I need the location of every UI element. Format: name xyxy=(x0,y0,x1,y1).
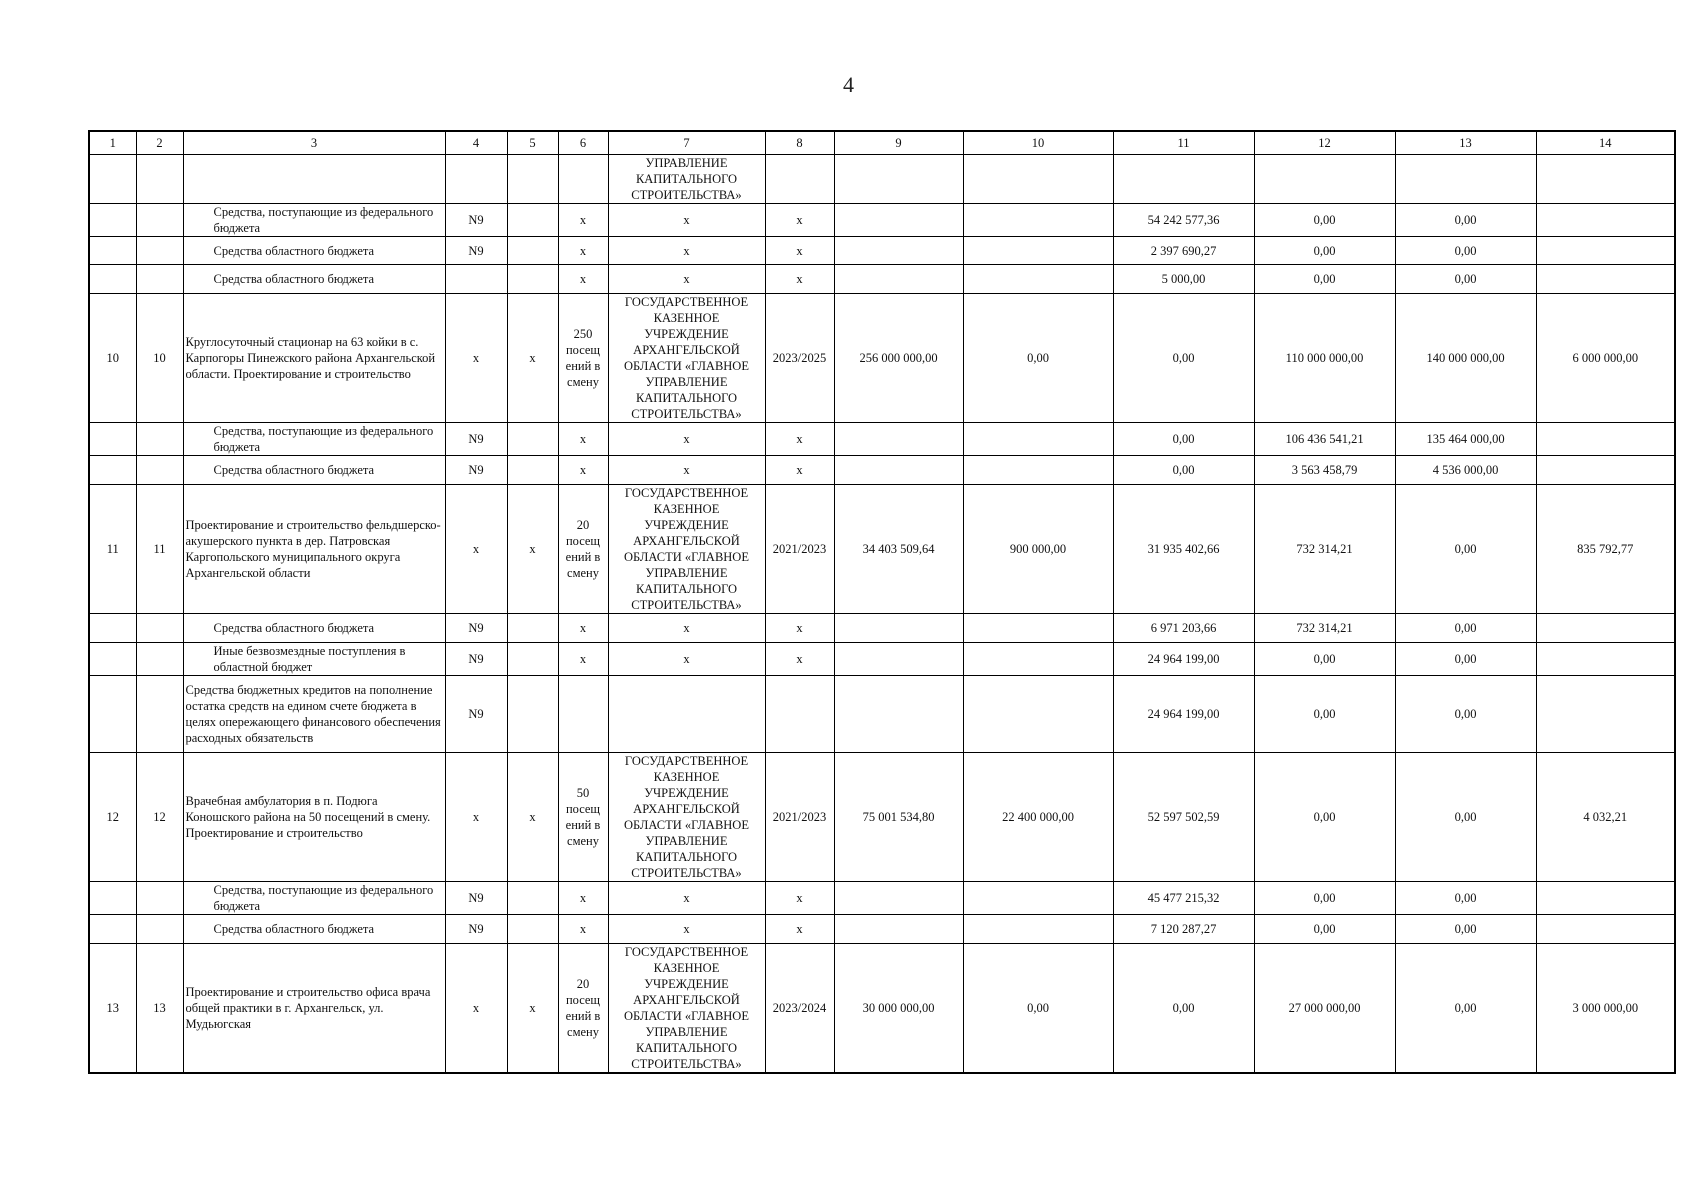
cell-col-6: х xyxy=(558,423,608,456)
cell-col-1 xyxy=(89,265,136,294)
cell-col-14 xyxy=(1536,915,1675,944)
cell-col-12: 732 314,21 xyxy=(1254,614,1395,643)
cell-col-13: 140 000 000,00 xyxy=(1395,294,1536,423)
cell-col-9 xyxy=(834,882,963,915)
cell-col-12: 106 436 541,21 xyxy=(1254,423,1395,456)
cell-col-9: 75 001 534,80 xyxy=(834,753,963,882)
cell-col-14 xyxy=(1536,204,1675,237)
cell-col-2 xyxy=(136,614,183,643)
cell-col-5: х xyxy=(507,294,558,423)
cell-col-12: 0,00 xyxy=(1254,204,1395,237)
cell-col-10 xyxy=(963,237,1113,265)
cell-col-7: х xyxy=(608,456,765,485)
cell-col-13: 0,00 xyxy=(1395,204,1536,237)
cell-col-10: 22 400 000,00 xyxy=(963,753,1113,882)
cell-col-4 xyxy=(445,265,507,294)
cell-col-10: 0,00 xyxy=(963,294,1113,423)
column-header-9: 9 xyxy=(834,131,963,155)
cell-col-13: 0,00 xyxy=(1395,676,1536,753)
cell-col-4: N9 xyxy=(445,237,507,265)
cell-col-14: 835 792,77 xyxy=(1536,485,1675,614)
cell-col-12: 0,00 xyxy=(1254,882,1395,915)
column-header-2: 2 xyxy=(136,131,183,155)
cell-col-14 xyxy=(1536,676,1675,753)
funding-source-row xyxy=(89,643,1675,676)
cell-col-5 xyxy=(507,237,558,265)
cell-col-4: х xyxy=(445,944,507,1074)
cell-col-9: 256 000 000,00 xyxy=(834,294,963,423)
funding-source-row xyxy=(89,676,1675,753)
cell-col-1 xyxy=(89,882,136,915)
cell-col-5: х xyxy=(507,944,558,1074)
cell-col-6: х xyxy=(558,265,608,294)
cell-col-7: х xyxy=(608,204,765,237)
cell-col-1 xyxy=(89,423,136,456)
column-header-4: 4 xyxy=(445,131,507,155)
cell-col-10: 0,00 xyxy=(963,944,1113,1074)
cell-col-10 xyxy=(963,155,1113,204)
funding-source-name: Средства бюджетных кредитов на пополнение остатка средств на едином счете бюджета в целях опережающего финансового обеспечения расходных обязательств xyxy=(183,676,445,753)
cell-col-9: 34 403 509,64 xyxy=(834,485,963,614)
cell-col-8: х xyxy=(765,204,834,237)
cell-col-11: 5 000,00 xyxy=(1113,265,1254,294)
cell-col-11: 0,00 xyxy=(1113,456,1254,485)
cell-col-5 xyxy=(507,265,558,294)
cell-col-11: 0,00 xyxy=(1113,294,1254,423)
cell-col-8: х xyxy=(765,643,834,676)
customer-organization: УПРАВЛЕНИЕ КАПИТАЛЬНОГО СТРОИТЕЛЬСТВА» xyxy=(608,155,765,204)
cell-col-13 xyxy=(1395,155,1536,204)
cell-col-2 xyxy=(136,456,183,485)
cell-col-13: 0,00 xyxy=(1395,485,1536,614)
cell-col-12: 0,00 xyxy=(1254,676,1395,753)
cell-col-6: х xyxy=(558,237,608,265)
cell-col-12: 0,00 xyxy=(1254,915,1395,944)
cell-col-9: 30 000 000,00 xyxy=(834,944,963,1074)
cell-col-9 xyxy=(834,643,963,676)
cell-col-4: N9 xyxy=(445,204,507,237)
column-header-3: 3 xyxy=(183,131,445,155)
cell-col-7: х xyxy=(608,915,765,944)
cell-col-5: х xyxy=(507,753,558,882)
cell-col-11: 52 597 502,59 xyxy=(1113,753,1254,882)
column-header-6: 6 xyxy=(558,131,608,155)
cell-col-5 xyxy=(507,676,558,753)
cell-col-1 xyxy=(89,204,136,237)
cell-col-4: N9 xyxy=(445,456,507,485)
cell-col-13: 135 464 000,00 xyxy=(1395,423,1536,456)
cell-col-5: х xyxy=(507,485,558,614)
funding-source-name: Средства областного бюджета xyxy=(183,915,445,944)
cell-col-9 xyxy=(834,237,963,265)
cell-col-1: 12 xyxy=(89,753,136,882)
cell-col-14 xyxy=(1536,643,1675,676)
cell-col-11: 7 120 287,27 xyxy=(1113,915,1254,944)
cell-col-1 xyxy=(89,643,136,676)
funding-source-name: Средства областного бюджета xyxy=(183,614,445,643)
cell-col-1 xyxy=(89,237,136,265)
cell-col-10 xyxy=(963,423,1113,456)
cell-col-7: х xyxy=(608,237,765,265)
cell-col-14 xyxy=(1536,155,1675,204)
cell-col-11: 45 477 215,32 xyxy=(1113,882,1254,915)
cell-col-2 xyxy=(136,423,183,456)
project-row xyxy=(89,485,1675,614)
funding-source-row xyxy=(89,915,1675,944)
cell-col-12 xyxy=(1254,155,1395,204)
funding-source-row xyxy=(89,456,1675,485)
cell-col-5 xyxy=(507,882,558,915)
cell-col-12: 0,00 xyxy=(1254,265,1395,294)
cell-col-14: 4 032,21 xyxy=(1536,753,1675,882)
cell-col-8 xyxy=(765,155,834,204)
cell-col-1: 11 xyxy=(89,485,136,614)
investment-table xyxy=(88,130,1676,1074)
column-header-14: 14 xyxy=(1536,131,1675,155)
cell-col-14: 6 000 000,00 xyxy=(1536,294,1675,423)
cell-col-2: 11 xyxy=(136,485,183,614)
cell-col-2 xyxy=(136,237,183,265)
column-header-13: 13 xyxy=(1395,131,1536,155)
cell-col-10: 900 000,00 xyxy=(963,485,1113,614)
cell-col-5 xyxy=(507,155,558,204)
cell-col-4: х xyxy=(445,485,507,614)
cell-col-4: N9 xyxy=(445,882,507,915)
cell-col-1 xyxy=(89,456,136,485)
cell-col-2 xyxy=(136,155,183,204)
cell-col-2 xyxy=(136,676,183,753)
cell-col-7: х xyxy=(608,643,765,676)
cell-col-7: х xyxy=(608,423,765,456)
cell-col-13: 0,00 xyxy=(1395,944,1536,1074)
cell-col-9 xyxy=(834,423,963,456)
customer-organization: ГОСУДАРСТВЕННОЕ КАЗЕННОЕ УЧРЕЖДЕНИЕ АРХАНГЕЛЬСКОЙ ОБЛАСТИ «ГЛАВНОЕ УПРАВЛЕНИЕ КАПИТАЛЬНОГО СТРОИТЕЛЬСТВА» xyxy=(608,944,765,1074)
customer-organization: ГОСУДАРСТВЕННОЕ КАЗЕННОЕ УЧРЕЖДЕНИЕ АРХАНГЕЛЬСКОЙ ОБЛАСТИ «ГЛАВНОЕ УПРАВЛЕНИЕ КАПИТАЛЬНОГО СТРОИТЕЛЬСТВА» xyxy=(608,294,765,423)
cell-col-10 xyxy=(963,265,1113,294)
column-header-12: 12 xyxy=(1254,131,1395,155)
cell-col-8 xyxy=(765,676,834,753)
funding-source-row xyxy=(89,237,1675,265)
cell-col-11: 2 397 690,27 xyxy=(1113,237,1254,265)
cell-col-8: х xyxy=(765,915,834,944)
column-header-8: 8 xyxy=(765,131,834,155)
cell-col-5 xyxy=(507,423,558,456)
funding-source-name: Средства областного бюджета xyxy=(183,456,445,485)
page-number: 4 xyxy=(843,72,854,97)
cell-col-11: 24 964 199,00 xyxy=(1113,643,1254,676)
customer-organization: ГОСУДАРСТВЕННОЕ КАЗЕННОЕ УЧРЕЖДЕНИЕ АРХАНГЕЛЬСКОЙ ОБЛАСТИ «ГЛАВНОЕ УПРАВЛЕНИЕ КАПИТАЛЬНОГО СТРОИТЕЛЬСТВА» xyxy=(608,753,765,882)
cell-col-14 xyxy=(1536,456,1675,485)
cell-col-11: 24 964 199,00 xyxy=(1113,676,1254,753)
cell-col-6: х xyxy=(558,882,608,915)
cell-col-13: 0,00 xyxy=(1395,643,1536,676)
capacity: 20 посещ ений в смену xyxy=(558,485,608,614)
cell-col-8: 2021/2023 xyxy=(765,485,834,614)
cell-col-10 xyxy=(963,204,1113,237)
cell-col-3 xyxy=(183,155,445,204)
cell-col-11: 6 971 203,66 xyxy=(1113,614,1254,643)
cell-col-9 xyxy=(834,915,963,944)
cell-col-6: х xyxy=(558,915,608,944)
cell-col-5 xyxy=(507,643,558,676)
funding-source-name: Средства, поступающие из федерального бюджета xyxy=(183,204,445,237)
cell-col-2 xyxy=(136,265,183,294)
cell-col-1: 13 xyxy=(89,944,136,1074)
cell-col-13: 0,00 xyxy=(1395,882,1536,915)
cell-col-12: 0,00 xyxy=(1254,753,1395,882)
cell-col-7: х xyxy=(608,882,765,915)
cell-col-10 xyxy=(963,676,1113,753)
cell-col-1 xyxy=(89,155,136,204)
cell-col-14 xyxy=(1536,423,1675,456)
cell-col-2 xyxy=(136,204,183,237)
customer-organization: ГОСУДАРСТВЕННОЕ КАЗЕННОЕ УЧРЕЖДЕНИЕ АРХАНГЕЛЬСКОЙ ОБЛАСТИ «ГЛАВНОЕ УПРАВЛЕНИЕ КАПИТАЛЬНОГО СТРОИТЕЛЬСТВА» xyxy=(608,485,765,614)
cell-col-1 xyxy=(89,915,136,944)
funding-source-row xyxy=(89,614,1675,643)
capacity: 50 посещ ений в смену xyxy=(558,753,608,882)
cell-col-4: N9 xyxy=(445,643,507,676)
project-row xyxy=(89,753,1675,882)
cell-col-13: 0,00 xyxy=(1395,915,1536,944)
funding-source-row xyxy=(89,204,1675,237)
project-row xyxy=(89,944,1675,1074)
cell-col-11 xyxy=(1113,155,1254,204)
cell-col-2: 13 xyxy=(136,944,183,1074)
capacity: 250 посещ ений в смену xyxy=(558,294,608,423)
cell-col-8: х xyxy=(765,265,834,294)
header-row xyxy=(89,131,1675,155)
cell-col-8: х xyxy=(765,614,834,643)
cell-col-8: х xyxy=(765,423,834,456)
cell-col-2: 12 xyxy=(136,753,183,882)
cell-col-12: 732 314,21 xyxy=(1254,485,1395,614)
funding-source-row xyxy=(89,265,1675,294)
cell-col-12: 27 000 000,00 xyxy=(1254,944,1395,1074)
cell-col-4: х xyxy=(445,294,507,423)
cell-col-9 xyxy=(834,265,963,294)
cell-col-12: 110 000 000,00 xyxy=(1254,294,1395,423)
cell-col-11: 31 935 402,66 xyxy=(1113,485,1254,614)
cell-col-5 xyxy=(507,915,558,944)
cell-col-8: х xyxy=(765,237,834,265)
cell-col-5 xyxy=(507,204,558,237)
project-name: Проектирование и строительство офиса врача общей практики в г. Архангельск, ул. Мудьюгская xyxy=(183,944,445,1074)
funding-source-name: Средства областного бюджета xyxy=(183,265,445,294)
cell-col-2 xyxy=(136,643,183,676)
funding-source-name: Средства, поступающие из федерального бюджета xyxy=(183,882,445,915)
cell-col-4: N9 xyxy=(445,676,507,753)
cell-col-7: х xyxy=(608,614,765,643)
cell-col-1 xyxy=(89,676,136,753)
cell-col-6: х xyxy=(558,456,608,485)
funding-source-name: Средства, поступающие из федерального бюджета xyxy=(183,423,445,456)
cell-col-1 xyxy=(89,614,136,643)
cell-col-11: 54 242 577,36 xyxy=(1113,204,1254,237)
cell-col-10 xyxy=(963,882,1113,915)
cell-col-10 xyxy=(963,915,1113,944)
cell-col-6 xyxy=(558,155,608,204)
cell-col-6: х xyxy=(558,614,608,643)
project-name: Врачебная амбулатория в п. Подюга Коношского района на 50 посещений в смену. Проектирование и строительство xyxy=(183,753,445,882)
cell-col-9 xyxy=(834,204,963,237)
cell-col-6 xyxy=(558,676,608,753)
cell-col-14 xyxy=(1536,882,1675,915)
cell-col-8: 2023/2025 xyxy=(765,294,834,423)
project-name: Проектирование и строительство фельдшерско-акушерского пункта в дер. Патровская Каргопольского муниципального округа Архангельской области xyxy=(183,485,445,614)
cell-col-2 xyxy=(136,915,183,944)
cell-col-2 xyxy=(136,882,183,915)
column-header-10: 10 xyxy=(963,131,1113,155)
cell-col-13: 0,00 xyxy=(1395,753,1536,882)
project-name: Круглосуточный стационар на 63 койки в с. Карпогоры Пинежского района Архангельской области. Проектирование и строительство xyxy=(183,294,445,423)
cell-col-5 xyxy=(507,456,558,485)
column-header-5: 5 xyxy=(507,131,558,155)
cell-col-10 xyxy=(963,456,1113,485)
cell-col-9 xyxy=(834,614,963,643)
column-header-7: 7 xyxy=(608,131,765,155)
cell-col-13: 0,00 xyxy=(1395,614,1536,643)
cell-col-1: 10 xyxy=(89,294,136,423)
cell-col-13: 0,00 xyxy=(1395,237,1536,265)
cell-col-13: 4 536 000,00 xyxy=(1395,456,1536,485)
cell-col-9 xyxy=(834,676,963,753)
cell-col-5 xyxy=(507,614,558,643)
cell-col-14 xyxy=(1536,237,1675,265)
cell-col-11: 0,00 xyxy=(1113,944,1254,1074)
cell-col-12: 0,00 xyxy=(1254,643,1395,676)
cell-col-13: 0,00 xyxy=(1395,265,1536,294)
cell-col-12: 3 563 458,79 xyxy=(1254,456,1395,485)
cell-col-12: 0,00 xyxy=(1254,237,1395,265)
cell-col-4: N9 xyxy=(445,915,507,944)
cell-col-6: х xyxy=(558,643,608,676)
column-header-11: 11 xyxy=(1113,131,1254,155)
cell-col-14: 3 000 000,00 xyxy=(1536,944,1675,1074)
cell-col-14 xyxy=(1536,265,1675,294)
cell-col-8: х xyxy=(765,882,834,915)
cell-col-8: х xyxy=(765,456,834,485)
cell-col-7 xyxy=(608,676,765,753)
funding-source-row xyxy=(89,882,1675,915)
cell-col-4: N9 xyxy=(445,614,507,643)
cell-col-7: х xyxy=(608,265,765,294)
funding-source-row xyxy=(89,423,1675,456)
capacity: 20 посещ ений в смену xyxy=(558,944,608,1074)
cell-col-14 xyxy=(1536,614,1675,643)
funding-source-name: Иные безвозмездные поступления в областной бюджет xyxy=(183,643,445,676)
cell-col-9 xyxy=(834,155,963,204)
project-row xyxy=(89,294,1675,423)
cell-col-8: 2023/2024 xyxy=(765,944,834,1074)
cell-col-10 xyxy=(963,614,1113,643)
cell-col-8: 2021/2023 xyxy=(765,753,834,882)
funding-source-row xyxy=(89,155,1675,204)
cell-col-9 xyxy=(834,456,963,485)
cell-col-4 xyxy=(445,155,507,204)
cell-col-11: 0,00 xyxy=(1113,423,1254,456)
column-header-1: 1 xyxy=(89,131,136,155)
cell-col-10 xyxy=(963,643,1113,676)
cell-col-4: х xyxy=(445,753,507,882)
cell-col-6: х xyxy=(558,204,608,237)
cell-col-4: N9 xyxy=(445,423,507,456)
cell-col-2: 10 xyxy=(136,294,183,423)
table-body xyxy=(89,131,1675,1073)
funding-source-name: Средства областного бюджета xyxy=(183,237,445,265)
